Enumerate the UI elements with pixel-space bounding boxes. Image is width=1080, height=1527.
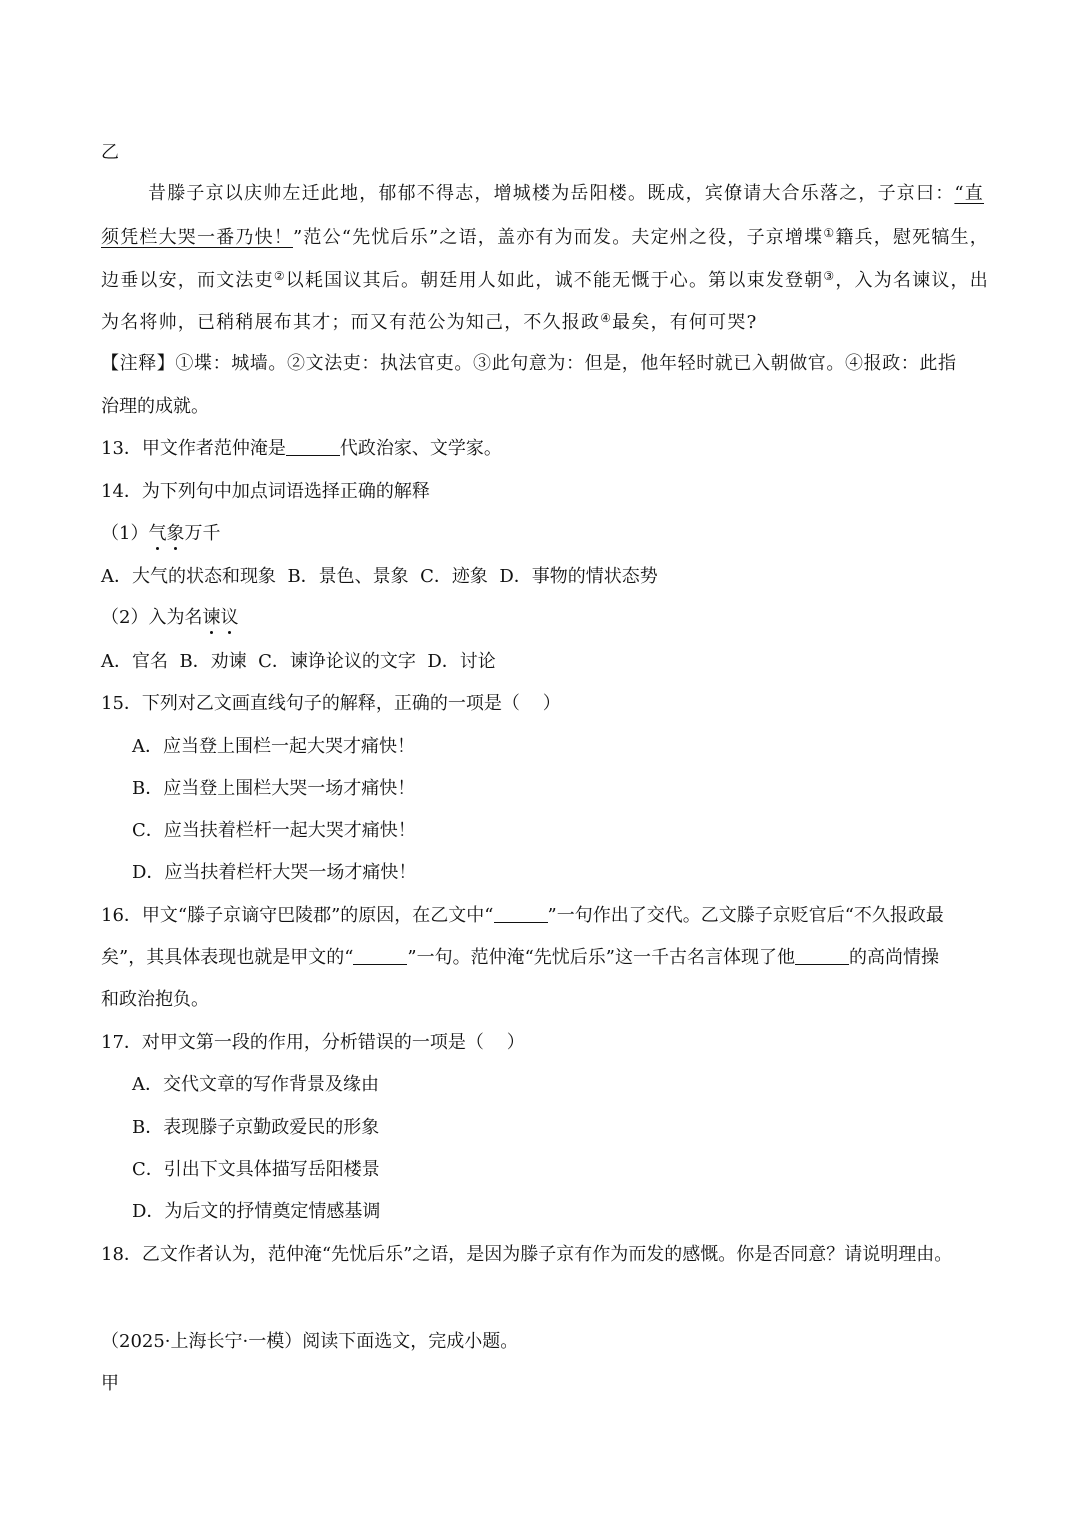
question-15-option-c[interactable]: C．应当扶着栏杆一起大哭才痛快！ xyxy=(132,820,416,841)
note-marker-1: ① xyxy=(823,226,836,240)
question-16-line-2: 矣”，其具体表现也就是甲文的“ ”一句。范仲淹“先忧后乐”这一千古名言体现了他 的高尚情操 xyxy=(101,947,940,968)
question-17-option-d[interactable]: D．为后文的抒情奠定情感基调 xyxy=(132,1201,381,1222)
next-section-label: 甲 xyxy=(101,1373,119,1394)
answer-blank[interactable] xyxy=(795,946,849,965)
question-15-option-a[interactable]: A．应当登上围栏一起大哭才痛快！ xyxy=(132,736,415,757)
question-18: 18．乙文作者认为，范仲淹“先忧后乐”之语，是因为滕子京有作为而发的感慨。你是否同意？请说明理由。 xyxy=(101,1244,953,1265)
passage-b-label: 乙 xyxy=(101,142,119,163)
dotted-char: 谏 xyxy=(202,607,221,628)
answer-blank[interactable] xyxy=(353,946,407,965)
note-marker-3: ③ xyxy=(823,269,836,283)
question-17-option-a[interactable]: A．交代文章的写作背景及缘由 xyxy=(132,1074,379,1095)
passage-b-line-4: 为名将帅，已稍稍展布其才；而又有范公为知己，不久报政④最矣，有何可哭? xyxy=(101,311,758,333)
question-15-option-b[interactable]: B．应当登上围栏大哭一场才痛快！ xyxy=(132,778,416,799)
note-marker-2: ② xyxy=(273,269,286,283)
question-14-sub-2-options: A．官名 B．劝谏 C．谏诤论议的文字 D．讨论 xyxy=(101,651,496,672)
annotation-line-1: 【注释】①堞：城墙。②文法吏：执法官吏。③此句意为：但是，他年轻时就已入朝做官。④报政：此指 xyxy=(101,353,957,374)
annotation-line-2: 治理的成就。 xyxy=(101,396,209,417)
underlined-sentence-start: “直 xyxy=(954,183,985,204)
passage-b-line-3: 边垂以安，而文法吏②以耗国议其后。朝廷用人如此，诚不能无慨于心。第以束发登朝③，入为名谏议，出 xyxy=(101,269,989,291)
question-17-stem: 17．对甲文第一段的作用，分析错误的一项是（ ） xyxy=(101,1032,525,1053)
question-13: 13．甲文作者范仲淹是 代政治家、文学家。 xyxy=(101,438,502,459)
question-14-sub-1-options: A．大气的状态和现象 B．景色、景象 C．迹象 D．事物的情状态势 xyxy=(101,566,658,587)
question-15-option-d[interactable]: D．应当扶着栏杆大哭一场才痛快！ xyxy=(132,862,417,883)
dotted-char: 象 xyxy=(166,523,185,544)
next-section-intro: （2025·上海长宁·一模）阅读下面选文，完成小题。 xyxy=(101,1331,519,1352)
question-14-sub-1: （1）气象万千 xyxy=(101,523,221,544)
passage-b-line-2: 须凭栏大哭一番乃快！”范公“先忧后乐”之语，盖亦有为而发。夫定州之役，子京增堞①籍兵，慰死犒生， xyxy=(101,226,989,248)
dotted-char: 议 xyxy=(220,607,239,628)
question-14-stem: 14．为下列句中加点词语选择正确的解释 xyxy=(101,481,430,502)
note-marker-4: ④ xyxy=(600,311,613,325)
answer-blank[interactable] xyxy=(286,437,340,456)
dotted-char: 气 xyxy=(148,523,167,544)
underlined-sentence: 须凭栏大哭一番乃快！ xyxy=(101,227,293,248)
question-15-stem: 15．下列对乙文画直线句子的解释，正确的一项是（ ） xyxy=(101,693,561,714)
answer-blank[interactable] xyxy=(494,904,548,923)
passage-b-line-1: 昔滕子京以庆帅左迁此地，郁郁不得志，增城楼为岳阳楼。既成，宾僚请大合乐落之，子京曰：“直 xyxy=(148,183,985,204)
question-17-option-c[interactable]: C．引出下文具体描写岳阳楼景 xyxy=(132,1159,380,1180)
question-16-line-1: 16．甲文“滕子京谪守巴陵郡”的原因，在乙文中“ ”一句作出了交代。乙文滕子京贬官后“不久报政最 xyxy=(101,905,944,926)
question-17-option-b[interactable]: B．表现滕子京勤政爱民的形象 xyxy=(132,1117,380,1138)
question-16-line-3: 和政治抱负。 xyxy=(101,989,209,1010)
question-14-sub-2: （2）入为名谏议 xyxy=(101,607,239,628)
